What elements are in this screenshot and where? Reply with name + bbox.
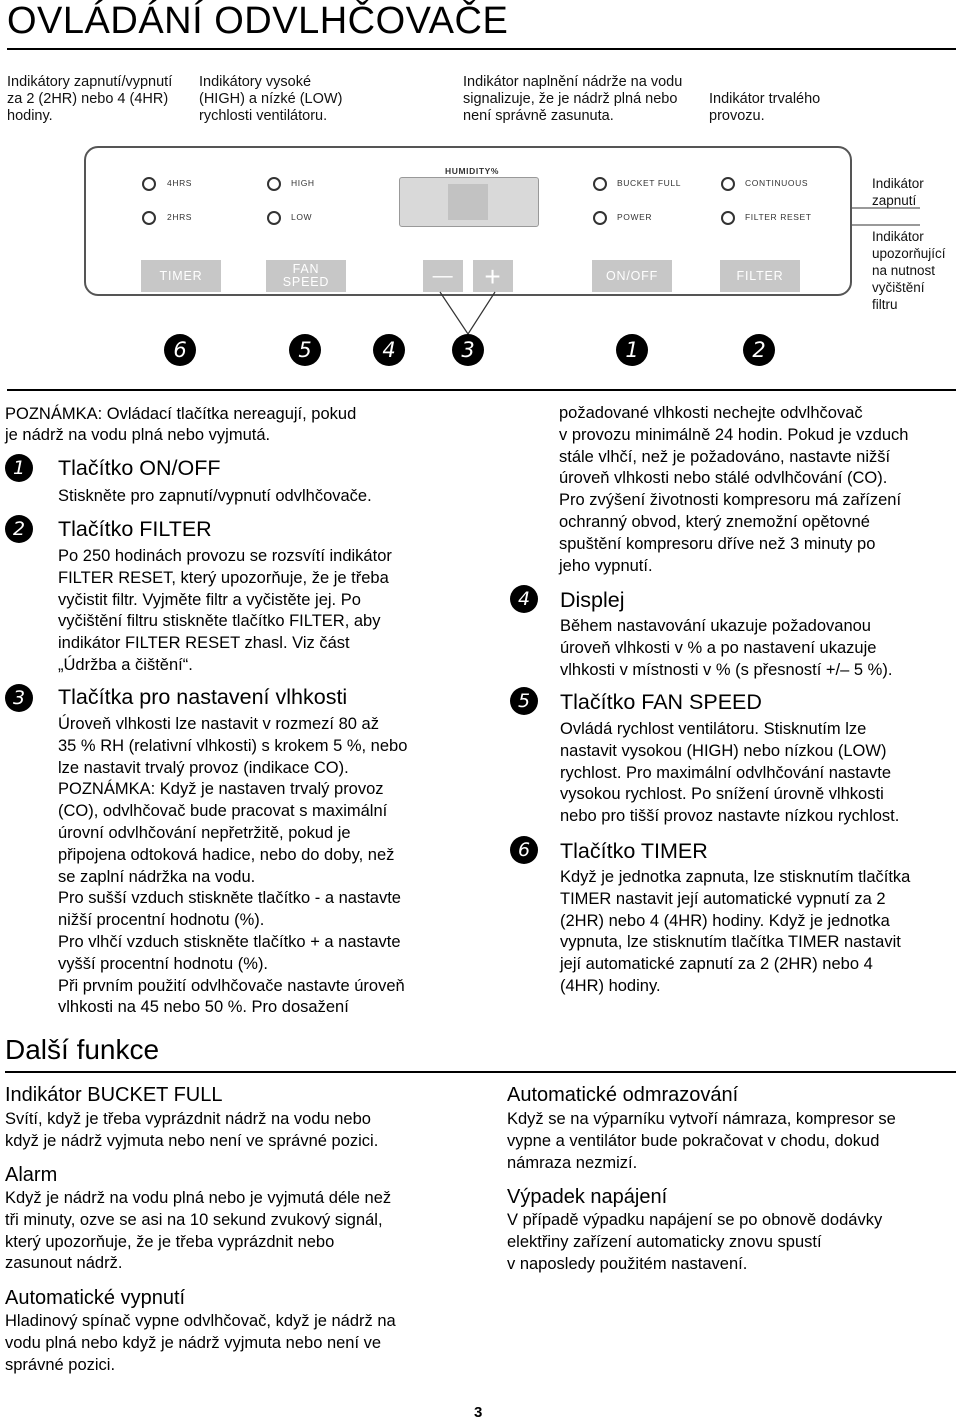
item-num-2: 2 [5,515,33,543]
plus-button[interactable]: + [473,260,513,292]
more-text-bucket: Svítí, když je třeba vyprázdnit nádrž na vodu nebo když je nádrž vyjmuta nebo není ve správné pozici. [5,1110,379,1150]
onoff-button[interactable]: ON/OFF [592,260,672,292]
side-label-power: Indikátor zapnutí [872,176,924,208]
more-title-power-outage: Výpadek napájení [507,1186,668,1208]
label-2hrs: 2HRS [167,212,193,222]
note-text: POZNÁMKA: Ovládací tlačítka nereagují, pokud je nádrž na vodu plná nebo vyjmutá. [5,405,357,445]
filter-button[interactable]: FILTER [720,260,800,292]
label-high: HIGH [291,178,315,188]
label-low: LOW [291,212,313,222]
item-text-timer: Když je jednotka zapnuta, lze stisknutím tlačítka TIMER nastavit její automatické vypnutí za 2 (2HR) nebo 4 (4HR) hodiny. Když je jednotka vypnuta, lze stisknutím tlačítka TIMER nastavit její automatické zapnutí za 2 (2HR) nebo 4 (4HR) hodiny. [560,868,911,995]
more-title-alarm: Alarm [5,1164,58,1186]
more-heading: Další funkce [5,1034,160,1065]
item-title-display: Displej [560,588,625,612]
item-num-5: 5 [510,687,538,715]
item-title-timer: Tlačítko TIMER [560,839,708,863]
more-text-power-outage: V případě výpadku napájení se po obnově dodávky elektřiny zařízení automaticky znovu spustí v naposledy použitém nastavení. [507,1211,883,1273]
minus-button[interactable]: — [423,260,463,292]
more-text-auto-off: Hladinový spínač vypne odvlhčovač, když je nádrž na vodu plná nebo když je nádrž vyjmuta nebo není ve správné pozici. [5,1312,396,1374]
caption-timer: Indikátory zapnutí/vypnutí za 2 (2HR) nebo 4 (4HR) hodiny. [7,74,173,124]
item-text-humidity: Úroveň vlhkosti lze nastavit v rozmezí 80 až 35 % RH (relativní vlhkosti) s krokem 5 %, nebo lze nastavit trvalý provoz (indikace CO). POZNÁMKA: Když je nastaven trvalý provoz (CO), odvlhčovač bude pracovat s maximální úrovní odvlhčování nepřetržitě, pokud je připojena odtoková hadice, nebo do doby, než se zaplní nádržka na vodu. Pro sušší vzduch stiskněte tlačítko - a nastavte nižší procentní hodnotu (%). Pro vlhčí vzduch stiskněte tlačítko + a nastavte vyšší procentní hodnotu (%). Při prvním použití odvlhčovače nastavte úroveň vlhkosti na 45 nebo 50 %. Pro dosažení [58,715,408,1017]
item-num-6: 6 [510,836,538,864]
item-title-onoff: Tlačítko ON/OFF [58,456,221,480]
item-text-onoff: Stiskněte pro zapnutí/vypnutí odvlhčovače. [58,487,372,505]
callout-1: 1 [616,334,648,366]
callout-3: 3 [452,334,484,366]
label-4hrs: 4HRS [167,178,193,188]
section-rule [7,389,956,391]
item-title-humidity: Tlačítka pro nastavení vlhkosti [58,685,348,709]
timer-button[interactable]: TIMER [141,260,221,292]
page-number: 3 [474,1404,483,1421]
caption-bucket: Indikátor naplnění nádrže na vodu signalizuje, že je nádrž plná nebo není správně zasunuta. [463,74,683,124]
side-connector-lines [0,0,960,400]
right-continuation-text: požadované vlhkosti nechejte odvlhčovač v provozu minimálně 24 hodin. Pokud je vzduch stále vlhčí, než je požadováno, nastavte nižší úroveň vlhkosti nebo stálé odvlhčování (CO). Pro zvýšení životnosti kompresoru má zařízení ochranný obvod, který znemožní opětovné spuštění kompresoru dříve než 3 minuty po jeho vypnutí. [559,404,909,575]
side-label-filter: Indikátor upozorňující na nutnost vyčištění filtru [872,229,946,312]
label-continuous: CONTINUOUS [745,178,809,188]
fan-speed-button[interactable]: FAN SPEED [266,260,346,292]
item-title-fan-speed: Tlačítko FAN SPEED [560,690,762,714]
more-rule [5,1071,956,1073]
more-text-alarm: Když je nádrž na vodu plná nebo je vyjmutá déle než tři minuty, ozve se asi na 10 sekund zvukový signál, který upozorňuje, že je třeba vyprázdnit nebo zasunout nádrž. [5,1189,392,1273]
item-num-1: 1 [5,454,33,482]
item-title-filter: Tlačítko FILTER [58,517,212,541]
more-title-bucket: Indikátor BUCKET FULL [5,1084,223,1106]
callout-5: 5 [289,334,321,366]
item-num-3: 3 [5,684,33,712]
label-filter-reset: FILTER RESET [745,212,812,222]
label-bucket-full: BUCKET FULL [617,178,682,188]
callout-2: 2 [743,334,775,366]
callout-6: 6 [164,334,196,366]
item-text-filter: Po 250 hodinách provozu se rozsvítí indikátor FILTER RESET, který upozorňuje, že je třeba vyčistit filtr. Vyjměte filtr a vyčistěte jej. Po vyčištění filtru stiskněte tlačítko FILTER, aby indikátor FILTER RESET zhasl. Viz část „Údržba a čištění“. [58,547,392,674]
item-text-display: Během nastavování ukazuje požadovanou úroveň vlhkosti v % a po nastavení ukazuje vlhkosti v místnosti v % (s přesností +/– 5 %). [560,617,893,679]
more-text-defrost: Když se na výparníku vytvoří námraza, kompresor se vypne a ventilátor bude pokračovat v chodu, dokud námraza nezmizí. [507,1110,896,1172]
label-humidity: HUMIDITY% [445,166,500,176]
page-title: OVLÁDÁNÍ ODVLHČOVAČE [7,0,509,42]
caption-continuous: Indikátor trvalého provozu. [709,91,821,124]
more-title-auto-off: Automatické vypnutí [5,1287,186,1309]
item-text-fan-speed: Ovládá rychlost ventilátoru. Stisknutím lze nastavit vysokou (HIGH) nebo nízkou (LOW) rychlost. Pro maximální odvlhčování nastavte vysokou rychlost. Po snížení úrovně vlhkosti nebo pro tišší provoz nastavte nízkou rychlost. [560,720,900,826]
callout-4: 4 [373,334,405,366]
caption-fan: Indikátory vysoké (HIGH) a nízké (LOW) rychlosti ventilátoru. [199,74,343,124]
more-title-defrost: Automatické odmrazování [507,1084,739,1106]
label-power: POWER [617,212,653,222]
item-num-4: 4 [510,585,538,613]
